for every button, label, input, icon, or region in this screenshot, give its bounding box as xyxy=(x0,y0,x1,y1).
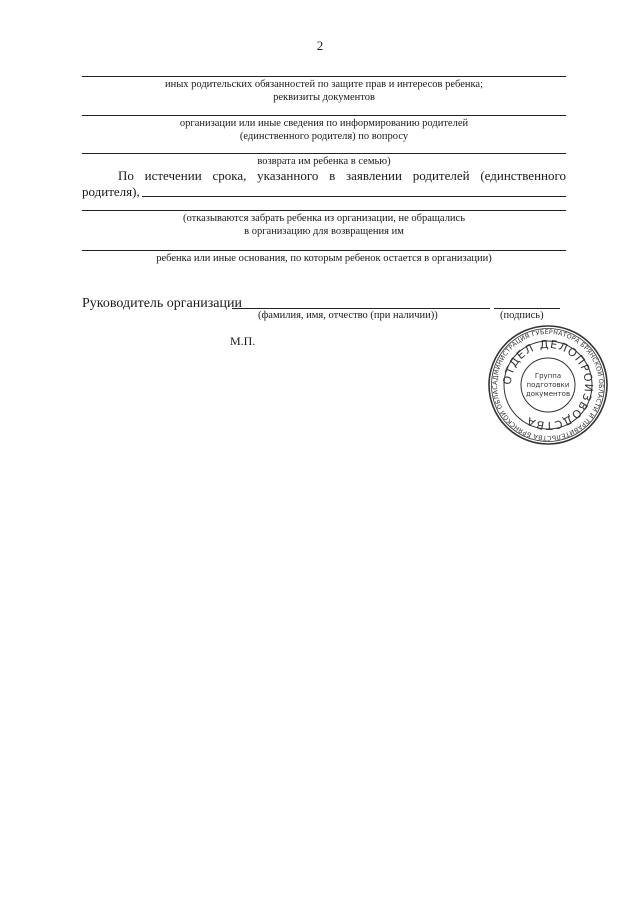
field-caption xyxy=(82,212,566,238)
signature-caption: (подпись) xyxy=(500,310,544,321)
official-stamp xyxy=(486,323,610,447)
word: заявлении xyxy=(345,168,402,183)
blank-line xyxy=(82,153,566,154)
stamp-outer-text: АДМИНИСТРАЦИЯ ГУБЕРНАТОРА БРЯНСКОЙ ОБЛАСТИ И ПРАВИТЕЛЬСТВА БРЯНСКОЙ ОБЛАС xyxy=(491,328,605,442)
word: срока, xyxy=(212,168,247,183)
word: По xyxy=(118,168,134,183)
field-caption: ребенка или иные основания, по которым ребенок остается в организации) xyxy=(156,253,492,264)
word: родителей xyxy=(412,168,470,183)
stamp-center-text: документов xyxy=(525,390,571,398)
stamp-center-text: Группа xyxy=(534,372,562,380)
field-caption: возврата им ребенка в семью) xyxy=(257,156,391,167)
paragraph-line-1 xyxy=(82,168,566,184)
blank-line xyxy=(142,196,566,197)
caption-text: (единственного родителя) по вопросу xyxy=(239,131,409,142)
word: в xyxy=(329,168,336,183)
stamp-inner-text: ОТДЕЛ ДЕЛОПРОИЗВОДСТВА xyxy=(500,337,596,433)
caption-text: (отказываются забрать ребенка из организации, не обращались xyxy=(183,213,465,224)
blank-line xyxy=(82,115,566,116)
blank-line xyxy=(82,76,566,77)
signature-label: Руководитель организации xyxy=(82,296,242,311)
paragraph-line-start: родителя), xyxy=(82,184,140,199)
name-caption: (фамилия, имя, отчество (при наличии)) xyxy=(258,310,438,321)
name-line xyxy=(232,308,490,309)
seal-place-label: М.П. xyxy=(230,334,256,348)
blank-line xyxy=(82,210,566,211)
caption-text: в организацию для возвращения им xyxy=(244,226,404,237)
stamp-center-text: подготовки xyxy=(526,381,570,389)
field-caption xyxy=(82,78,566,104)
word: истечении xyxy=(144,168,202,183)
blank-line xyxy=(82,250,566,251)
caption-text: иных родительских обязанностей по защите прав и интересов ребенка; xyxy=(164,79,484,90)
caption-text: реквизиты документов xyxy=(273,92,375,103)
page-number: 2 xyxy=(316,38,324,53)
stamp-icon xyxy=(486,323,610,447)
paragraph-line-2 xyxy=(82,184,566,200)
caption-text: организации или иные сведения по информированию родителей xyxy=(179,118,469,129)
paragraph xyxy=(82,168,566,200)
word: (единственного xyxy=(480,168,566,183)
word: указанного xyxy=(257,168,319,183)
field-caption xyxy=(82,117,566,143)
signature-line xyxy=(494,308,560,309)
